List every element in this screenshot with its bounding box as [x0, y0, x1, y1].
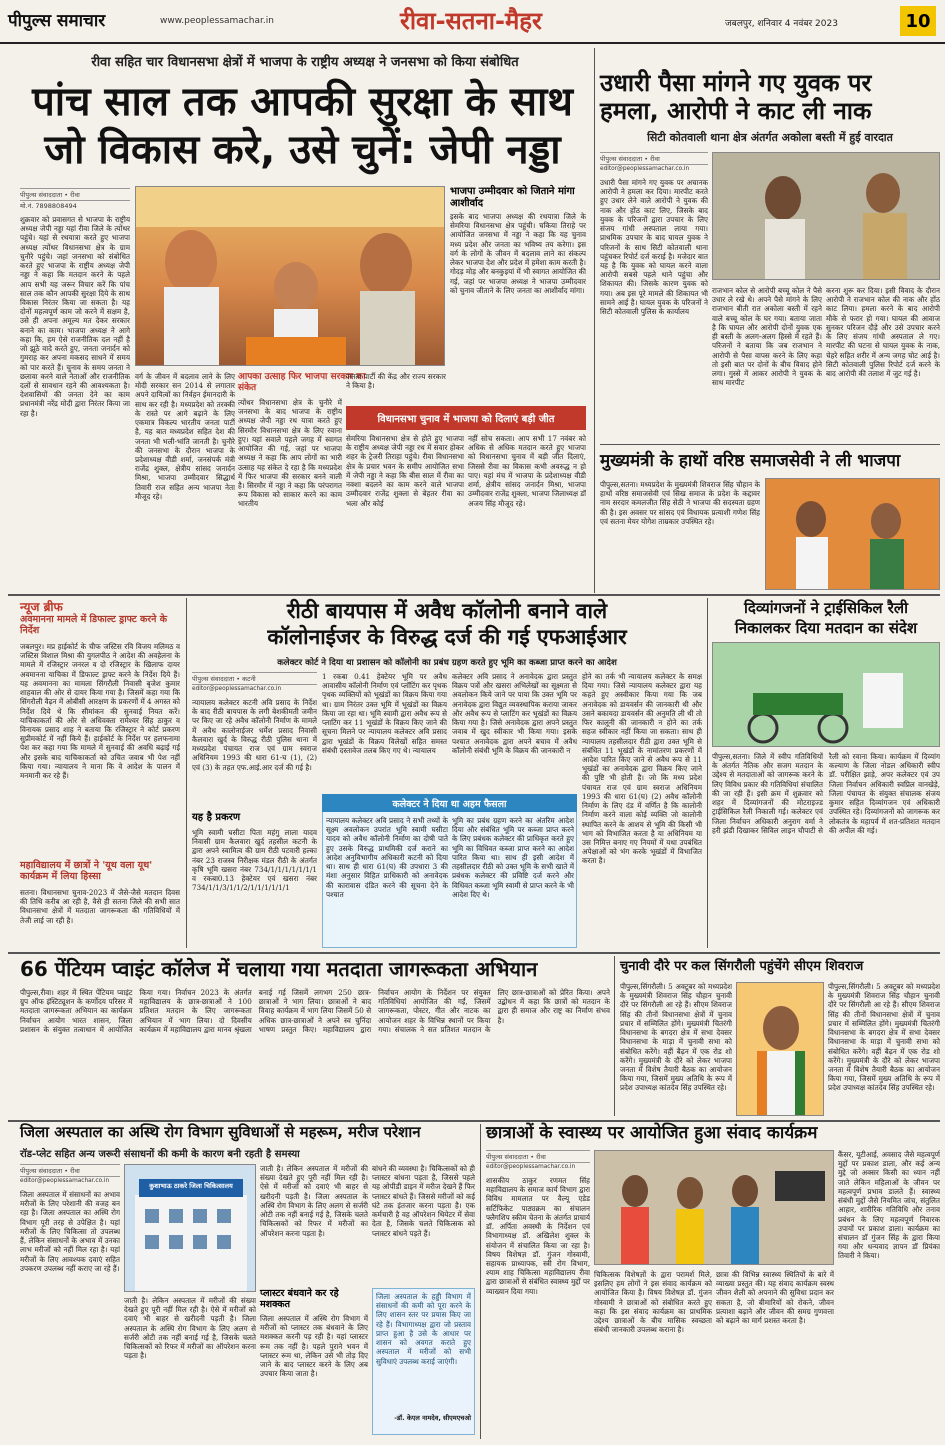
colony-col1: न्यायालय कलेक्टर कटनी अवि प्रसाद के निर्देश के बाद रीठी बायपास के लगी बेशकीमती जमीन पर किए जा रहे अवैध कॉलोनी निर्माण के मामले में अवैध कालोनाईजर धर्मेश प्रसाद निवासी कैलवारा खुर्द के विरुद्ध रीठी पुलिस थाना में मध्यप्रदेश पंचायत राज एवं ग्राम स्वराज अधिनियम 1993 की धारा 61-घ (1), (2) एवं (3) के तहत एफ.आई.आर दर्ज की गई है।: [192, 698, 317, 772]
tricycle-text: पीपुल्स,सतना। जिले में स्वीप गतिविधियों के अंतर्गत नैतिक और सजग मतदान के उद्देश्य से मतदाताओं को जागरूक करने के लिए विविध प्रकार की गतिविधियां संचालित की जा रही हैं। इसी क्रम में शुक्रवार को शहर में दिव्यांगजनों की मोटराइज्ड ट्राईसिकिल रैली निकाली गई। कलेक्टर एवं जिला निर्वाचन अधिकारी अनुराग वर्मा ने हरी झंडी दिखाकर सिविल लाइन चौपाटी से रैली को रवाना किया। कार्यक्रम में दिव्यांग कल्याण के जिला नोडल अधिकारी स्वीप डॉ. परीक्षित झाड़े, अपर कलेक्टर एवं उप जिला निर्वाचन अधिकारी स्वप्निल वानखेड़े, जिला पंचायत के संयुक्त संचालक संजय कुमार सहित दिव्यांगजन एवं अधिकारी उपस्थित रहे। दिव्यांगजनों को जागरूक कर लोकतंत्र के महापर्व में शत-प्रतिशत मतदान की अपील की गई।: [712, 752, 940, 835]
masthead: [0, 0, 945, 44]
lead-col2: वर्ग के जीवन में बदलाव लाने के लिए मोदी सरकार सन 2014 से लगातार अपने दायित्वों का निर्वहन ईमानदारी के साथ कर रही है। मध्यप्रदेश को तरक्की के रास्ते पर आगे बढ़ाने के लिए एकमात्र विकल्प भारतीय जनता पार्टी है, यह बात मध्यप्रदेश सहित देश की जनता भी भली-भांति जानती है। चुनौरे की जनसभा के दौरान भाजपा के प्रदेशाध्यक्ष वीडी शर्मा, जनसंपर्क मंत्री राजेंद्र शुक्ल, क्षेत्रीय सांसद जनार्दन मिश्रा, भाजपा उम्मीदवार सिद्धार्थ तिवारी राज सहित अन्य भाजपा नेता मौजूद रहे।: [135, 372, 235, 501]
colony-col1-subtitle: यह है प्रकरण: [192, 812, 241, 823]
nose-col1: उधारी पैसा मांगने गए युवक पर अचानक आरोपी ने हमला कर दिया। मारपीट करते हुए उधार लेने वाले आरोपी ने युवक की नाक और होंठ काट लिए, जिसके बाद युवक के परिजनों द्वारा उपचार के लिए संजय गांधी अस्पताल लाया गया। प्राथमिक उपचार के बाद घायल युवक ने परिजनों के साथ सिटी कोतवाली थाना पहुंचकर रिपोर्ट दर्ज कराई है। मजेदार बात यह है कि युवक को घायल करने वाला आरोपी सबसे पहले थाने पहुंचा और शिकायत की। जिसके कारण युवक को गया। अब इस पूरे मामले की शिकायत भी सामने आई है। घायल युवक के परिजनों ने सिटी कोतवाली पुलिस के कार्यालय: [600, 178, 708, 317]
hospital-email: editor@peoplessamachar.co.in: [20, 1178, 110, 1184]
lead-inset-title: आपका उत्साह फिर भाजपा सरकार का संकेत: [238, 372, 366, 393]
lead-kicker: रीवा सहित चार विधानसभा क्षेत्रों में भाजपा के राष्ट्रीय अध्यक्ष ने जनसभा को किया संबोधित: [91, 55, 519, 70]
colony-col1-b: भूमि स्वामी घसीटा पिता महंगु लाला यादव निवासी ग्राम कैलवारा खुर्द तहसील कटनी के द्वारा अपने स्वामित्व की ग्राम रीठी पटवारी हल्का नंबर 23 राजस्व निरीक्षक मंडल रीठी के अंतर्गत कृषि भूमि खसरा नंबर 734/1/1/1/1/1/1/1 व रकबा0.13 हेक्टेयर एवं खसरा नंबर 734/1/1/3/1/1/2/1/1/1/1/1/1: [192, 828, 317, 893]
health-col3: छात्रा की विभिन्न स्वास्थ्य स्थितियों के बारे में व्याख्या प्रस्तुत की। यह संवाद कार्यक्रम स्वस्थ जीवन शैली को अपनाने की सुविधा प्रदान कर सकता है, जो बीमारियों को रोकने, जीवन प्रत्याशा बढ़ाने और जीवन की समग्र गुणवत्ता को बढ़ाने का मार्ग प्रशस्त करता है।: [716, 1270, 834, 1326]
hospital-quote-by: -डॉ. केएल नामदेव, सीएमएचओ: [394, 1414, 471, 1422]
colony-email: editor@peoplessamachar.co.in: [192, 686, 282, 692]
shivraj-photo: [736, 982, 824, 1116]
health-email: editor@peoplessamachar.co.in: [486, 1164, 576, 1170]
lead-byline: पीपुल्स संवाददाता • रीवा: [20, 188, 130, 201]
tricycle-photo: [712, 642, 940, 747]
nose-subhead: सिटी कोतवाली थाना क्षेत्र अंतर्गत अकोला बस्ती में हुई वारदात: [647, 131, 893, 144]
divider-college: [614, 956, 615, 1116]
lead-col4: जनता पार्टी की केंद्र और राज्य सरकार ने किया है।: [346, 372, 446, 391]
nose-col3: करना शुरू कर दिया। इसी विवाद के दौरान आरोपी ने राजभान कोल की नाक और होंठ काट लिया। हमला करने के बाद आरोपी मौके से फरार हो गया। घायल की आवाज सुनकर परिजन दौड़े और उसे उपचार करने के लिए संजय गांधी अस्पताल ले गए। मारपीट की घटना से घायल युवक के नाक, चेहरे सहित शरीर में अन्य जगह चोट आई है। सिटी कोतवाली पुलिस रिपोर्ट दर्ज करने के बाद आरोपी की तलाश में जुट गई है।: [826, 286, 940, 378]
colony-box-col1: न्यायालय कलेक्टर अवि प्रसाद ने सभी तथ्यों के सूक्ष्म अवलोकन उपरांत भूमि स्वामी घसीटा यादव को अवैध कॉलोनी निर्माण का दोषी पाते हुए उसके विरुद्ध प्राथमिकी दर्ज कराने का आदेश अनुविभागीय अधिकारी कटनी को दिया था। साथ ही धारा 61(घ) की उपधारा 3 की मंशा अनुसार विहित प्राधिकारी को अनावेदक की कारावास दंडित करने की सूचना देने के पश्चात: [326, 816, 448, 899]
cm-headline: मुख्यमंत्री के हाथों वरिष्ठ समाजसेवी ने ली भाजपा: [600, 451, 901, 471]
lead-headline-line2: जो विकास करे, उसे चुनें: जेपी नड्डा: [44, 127, 561, 173]
college-text: पीपुल्स,रीवा। शहर में स्थित पेंटियम प्वाइंट ग्रुप ऑफ इंस्टिट्यूशन के कर्णोदय परिसर में मतदाता जागरूकता अभियान का कार्यक्रम निर्वाचन आयोग भारत शासन, जिला प्रशासन के संयुक्त तत्वाधान में आयोजित किया गया। निर्वाचन 2023 के अंतर्गत महाविद्यालय के छात्र-छात्राओं ने 100 प्रतिशत मतदान के लिए जागरूकता अभियान में भाग लिया। दो दिवसीय कार्यक्रम में महाविद्यालय द्वारा मानव श्रृंखला बनाई गई जिसमें लगभग 250 छात्र-छात्राओं ने भाग लिया। छात्राओं ने बाद विवाह कार्यक्रम में भाग लिया जिसमें 50 से अधिक छात्र-छात्राओं ने अपने स्व चुनिंदा भाषण प्रस्तुत किए। महाविद्यालय द्वारा निर्वाचन आयोग के निर्देशन पर संयुक्त गतिविधियां आयोजित की गईं, जिसमें जागरूकता, पोस्टर, गीत और नाटक का आयोजन शहर के विभिन्न स्थानों पर किया गया। संचालक ने सत प्रतिशत मतदान के लिए छात्र-छात्राओं को प्रेरित किया। अपने उद्बोधन में कहा कि छात्रों को मतदान के द्वारा ही समाज और राष्ट्र का निर्माण संभव है।: [20, 988, 610, 1034]
lead-mobile: मो.नं. 7898808494: [20, 202, 77, 210]
colony-box-title: कलेक्टर ने दिया था अहम फैसला: [322, 794, 577, 812]
lead-banner: विधानसभा चुनाव में भाजपा को दिलाएं बड़ी जीत: [346, 406, 586, 430]
divider-horizontal-1: [8, 594, 940, 596]
lead-side-text: इसके बाद भाजपा अध्यक्ष की रथयात्रा जिले के सेमरिया विधानसभा क्षेत्र पहुंची। चकिया तिराहे पर आयोजित जनसभा में नड्डा ने कहा कि यह चुनाव मध्य प्रदेश और जनता का भविष्य तय करेगा। इस वर्ग के लोगों के जीवन में बदलाव लाने का संकल्प लेकर भाजपा देश और प्रदेश में हमेशा काम करती है। गोदड़ मोड़ और बनकुइयां में भी स्वागत आयोजित की गई, जहां पर भाजपा अध्यक्ष ने भाजपा उम्मीदवार को चुनाव जीताने के लिए जनता का आशीर्वाद मांगा।: [450, 212, 586, 295]
hospital-col3a: जाती है। लेकिन अस्पताल में मरीजों की संख्या देखते हुए पूरी नहीं मिल रही है। ऐसे में मरीजों को दवाएं भी बाहर से खरीदनी पड़ती है। जिला अस्पताल के अस्थि रोग विभाग के लिए अलग से सर्जरी ओटी तक नहीं बनाई गई है, जिसके चलते चिकित्सकों को रिफर में मरीजों का ऑपरेशन करना पड़ता है।: [260, 1164, 368, 1238]
lead-col1: शुक्रवार को प्रवासगत से भाजपा के राष्ट्रीय अध्यक्ष जेपी नड्डा यहां रीवा जिले के त्योंथर पहुंचे। यहां से रथयात्रा करते हुए भाजपा अध्यक्ष त्योंथर विधानसभा क्षेत्र के ग्राम चुनौरे पहुंचे। जहां जनसभा को संबोधित करते हुए भाजपा के राष्ट्रीय अध्यक्ष जेपी नड्डा ने कहा कि मतदान करने के पहले आप सभी यह जरूर विचार करें कि पांच साल तक कौन आपकी सुरक्षा दिये के साथ विकास निरंतर किया जा सकता है। यह दोनों महत्वपूर्ण काम जो करने में सक्षम है, उसे ही अपना अमूल्य मत देकर सरकार बनाने का काम। भाजपा अध्यक्ष ने आगे कहा कि, हम ऐसे राजनीतिक दल नहीं है जो झूठे वादे करते हुए, जनता जनार्दन को गुमराह कर अपना मकसद साधने में समय को पार करते हैं। चुनाव के समय जनता ने छलावा करने वाले नेताओं और राजनीतिक दलों से सावधान रहने की आवश्यकता है। देशवासियों की जनता देने का काम प्रधानमंत्री नरेंद्र मोदी द्वारा निरंतर किया जा रहा है।: [20, 215, 130, 418]
hospital-subhead: रॉड-प्लेट सहित अन्य जरूरी संसाधनों की कमी के कारण बनी रहती है समस्या: [20, 1149, 300, 1160]
divider-horizontal-2: [8, 952, 940, 954]
cm-photo: [765, 478, 940, 590]
college-headline: 66 पेंटियम प्वाइंट कॉलेज में चलाया गया मतदाता जागरूकता अभियान: [20, 957, 538, 981]
colony-col3: कलेक्टर अवि प्रसाद ने अनावेदक द्वारा प्रस्तुत विक्रय पत्रों और खसरा अभिलेखों का सूक्ष्मता से अवलोकन किये जाने पर पाया कि उक्त भूमि पर अनावेदक द्वारा विद्युत व्यवस्थापिक कराया जाकर और अवैध रूप से प्लाटिंग कर भूखंडों का विक्रय किया गया है। जिसे अनावेदक द्वारा अपने प्रस्तुत जवाब में खुद स्वीकार भी किया गया। इसके पश्चात अनावेदक द्वारा अपने बचाव में अवैध कॉलोनी संबंधी भूमि के विक्रय की जानकारी न: [452, 672, 577, 755]
divider-hospital: [480, 1124, 481, 1439]
lead-banner-col1: सेमरिया विधानसभा क्षेत्र से होते हुए भाजपा के राष्ट्रीय अध्यक्ष जेपी नड्डा रथ में सवार होकर शहर के ट्रेजरी तिराहा पहुंचे। रीवा विधानसभा क्षेत्र के प्रचार भवन के समीप आयोजित सभा में जेपी नड्डा ने कहा कि बीस साल में रीवा का नक्शा बदलने का काम करने वाले भाजपा उम्मीदवार राजेंद्र शुक्ला से बेहतर रीवा का भला और कोई: [346, 434, 464, 508]
health-illustration: [595, 1151, 834, 1265]
brief-title-2: महाविद्यालय में छात्रों ने 'यूथ वला यूथ' कार्यक्रम में लिया हिस्सा: [20, 860, 153, 883]
rally-illustration: [136, 187, 445, 366]
hospital-byline: पीपुल्स संवाददाता • रीवा: [20, 1164, 120, 1177]
brief-label: न्यूज ब्रीफ: [20, 600, 63, 614]
hospital-headline: जिला अस्पताल का अस्थि रोग विभाग सुविधाओं से महरूम, मरीज परेशान: [20, 1123, 421, 1141]
colony-col4: होने का तर्क भी न्यायालय कलेक्टर के समक्ष दिया गया। जिसे न्यायालय कलेक्टर द्वारा यह कहते हुए अस्वीकार किया गया कि जब अनावेदक को डायवर्सन की जानकारी थी और उसने बकायदा डायवर्सन की अनुमति ली थी तो फिर कालूनी की जानकारी न होने का तर्क सहज स्वीकार नहीं किया जा सकता। साथ ही न्यायालय तहसीलदार रीठी द्वारा उक्त भूमि से संबंधित 11 भूखंडों के नामांतरण प्रकरणों में आदेश पारित किए जाने से अवैध रूप से 11 भूखंडों का अनावेदक द्वारा विक्रय किए जाने की पुष्टि भी होती है। जो कि मध्य प्रदेश पंचायत राज एवं ग्राम स्वराज अधिनियम 1993 की धारा 61(घ) (2) अवैध कॉलोनी निर्माण के लिए दंड में वर्णित है कि कालोनी निर्माण करने वाला कोई व्यक्ति जो कालोनी स्थापित करने के आशय से भूमि की किसी भी भाग को विभाजित करता है या अधिनियम या उस निमित्त बनाए गए नियमों में यथा उपबंधित अपेक्षाओं को भंग करके भूखंडों में विभाजित करता है।: [582, 672, 702, 866]
site-url: www.peoplessamachar.in: [160, 16, 274, 26]
nose-email: editor@peoplessamachar.co.in: [600, 166, 690, 172]
nose-col2: राजभान कोल से आरोपी बच्चू कोल ने पैसे उधार ले रखे थे। अपने पैसे मांगने के लिए राजभान बीती रात अकोला बस्ती में रहने वाले बच्चू कोल के घर गया। बताया जाता है कि घायल और आरोपी दोनों युवक एक ही बस्ती के अलग-अलग हिस्से में रहते हैं। परिजनों ने बताया कि जब राजभान ने आरोपी से पैसा वापस करने के लिए कहा तो इसी बात पर दोनों के बीच विवाद होने लगा। गुस्से में आकर आरोपी ने युवक के साथ मारपीट: [712, 286, 822, 388]
hospital-col1: जिला अस्पताल में संसाधनों का अभाव मरीजों के लिए परेशानी की वजह बन रहा है। जिला अस्पताल का अस्थि रोग विभाग पूरी तरह से उपेक्षित है। यहां मरीजों के लिए चिकित्सा तो उपलब्ध हैं, लेकिन संसाधनों के अभाव में उनका लाभ मरीजों को नहीं मिल रहा है। यहां मरीजों के लिए आवश्यक दवाएं सहित उपकरण उपलब्ध नहीं कराए जा रहे हैं।: [20, 1190, 120, 1273]
tricycle-headline-line2: निकालकर दिया मतदान का संदेश: [734, 619, 918, 637]
hospital-col4: बांधने की व्यवस्था है। चिकित्सकों को ही प्लास्टर बांधना पड़ता है, जिससे पहले यह ओपीडी डाइन में मरीज देखने हैं फिर प्लास्टर बांधते हैं। जिससे मरीजों को कई घंटे तक इंतजार करना पड़ता है। एक कर्मचारी है वह ऑपरेशन थियेटर में सेवा देता है, जिसके चलते चिकित्सक को प्लास्टर बांधने पड़ते हैं।: [372, 1164, 475, 1238]
nose-photo: [712, 152, 940, 280]
brief-title-1: अवमानना मामले में डिफाल्ट ड्राफ्ट करने के निर्देश: [20, 614, 168, 637]
hospital-quote-box: [372, 1288, 475, 1435]
shivraj-illustration: [737, 983, 824, 1116]
dateline: जबलपुर, शनिवार 4 नवंबर 2023: [725, 19, 838, 29]
paper-logo: पीपुल्स समाचार: [8, 11, 106, 31]
health-col4: कैंसर, यूटीआई, अवसाद जैसे महत्वपूर्ण मुद्दों पर प्रकाश डाला, और कई अन्य मुद्दे जो अक्सर किसी का ध्यान नहीं जाते लेकिन महिलाओं के जीवन पर महत्वपूर्ण प्रभाव डालते हैं। स्वास्थ्य संबंधी मुद्दों जैसे नियमित जांच, संतुलित आहार, शारीरिक गतिविधि और तनाव प्रबंधन के लिए महत्वपूर्ण निवारक उपायों पर प्रकाश डाला। कार्यक्रम का संचालन डॉ गुंजन सिंह के द्वारा किया गया और धन्यवाद ज्ञापन डॉ प्रियंका तिवारी ने किया।: [838, 1150, 940, 1261]
divider-brief: [186, 598, 187, 948]
tricycle-headline-line1: दिव्यांगजनों ने ट्राईसिकिल रैली: [744, 599, 908, 617]
rally-photo: [135, 186, 445, 366]
divider-colony: [707, 598, 708, 948]
divider-horizontal-3: [8, 1120, 940, 1122]
hospital-quote: जिला अस्पताल के हड्डी विभाग में संसाधनों की कमी को पूरा करने के लिए शासन स्तर पर प्रयास किए जा रहे हैं। विभागाध्यक्ष द्वारा जो प्रस्ताव प्राप्त हुआ है उसे के आधार पर शासन को अवगत कराते हुए अस्पताल में मरीजों को सभी सुविधाएं उपलब्ध कराई जाएंगी।: [376, 1292, 471, 1366]
police-illustration: [713, 153, 940, 280]
hospital-photo: [124, 1164, 256, 1292]
hospital-col3b: जिला अस्पताल में अस्थि रोग विभाग में मरीजों को प्लास्टर तक बंधवाने के लिए मशक्कत करनी पड़ रही है। यहां प्लास्टर रूम तक नहीं है। पहले पुराने भवन में प्लास्टर रूम था, लेकिन उसे भी तोड़ दिए जाने के बाद प्लास्टर करने के लिए अब उपचार किया जाता है।: [260, 1314, 368, 1379]
brief-text-1: जबलपुर। मप्र हाईकोर्ट के चीफ जस्टिस रवि विजय मलिमठ व जस्टिस विशाल मिश्रा की युगलपीठ ने आदेश की अवहेलना के मामले में रजिस्ट्रार जनरल व दो रजिस्ट्रार के खिलाफ दायर अवमानना याचिका में डिफाल्ट ड्राफ्ट करने के निर्देश दिये हैं। यह अवमानना का मामला सिंगरौली निवासी बृजेश कुमार शाहवाल की ओर से दायर किया गया है। जिसमें कहा गया कि सिंगरौली वैढ़न में ओबीसी आरक्षण के प्रकरणों में 4 अगस्त को निर्देश दिये थे कि सीमांकन की सुनवाई नियत करें। याचिकाकर्ता की ओर से अधिवक्ता रामेश्वर सिंह ठाकुर व विनायक प्रसाद शाह ने बताया कि रजिस्ट्रार ने कोर्ट प्रकरण सुप्रीमकोर्ट में नहीं किये हैं। हाईकोर्ट के निर्देश पर हलफनामा पेश कर कहा गया कि मामले में सुनवाई की अवधि बढ़ाई गई और इसके बाद याचिकाकर्ता को उचित जवाब भी पेश नहीं किया गया। न्यायालय ने माना कि वे आदेश के पालन में मनमानी कर रहे हैं।: [20, 642, 180, 781]
shivraj-headline: चुनावी दौरे पर कल सिंगरौली पहुंचेंगे सीएम शिवराज: [620, 959, 864, 974]
shivraj-text-b: पीपुल्स,सिंगरौली। 5 अक्टूबर को मध्यप्रदेश के मुख्यमंत्री शिवराज सिंह चौहान चुनावी दौरे पर सिंगरौली आ रहे हैं। सीएम शिवराज सिंह की तीनों विधानसभा क्षेत्रों में चुनाव प्रचार में सम्मिलित होंगे। मुख्यमंत्री चितरंगी विधानसभा के बगदरा क्षेत्र में सभा देवसर विधानसभा के माड़ा में चुनावी सभा को संबोधित करेंगे। वहीं बैढ़न में एक रोड शो करेंगे। मुख्यमंत्री के दौरे को लेकर भाजपा जनता में विशेष तैयारी बैठक का आयोजन किया गया, जिसमें मुख्य अतिथि के रूप में प्रदेश उपाध्यक्ष कांतदेव सिंह उपस्थित रहे।: [828, 982, 940, 1093]
colony-byline: पीपुल्स संवाददाता • कटनी: [192, 672, 317, 685]
nose-headline-line2: हमला, आरोपी ने काट ली नाक: [600, 97, 872, 125]
colony-box-col2: भूमि का प्रबंध ग्रहण करने का अंतरिम आदेश दिया और संबंधित भूमि पर कब्जा प्राप्त करने के लिए प्रबंधक कलेक्टर की प्राधिकृत करते हुए भूमि का विधिवत कब्जा प्राप्त करने का आदेश पारित किया था। साथ ही इसी आदेश में तहसीलदार रीठी को उक्त भूमि के सभी खाते में प्रबंधक कलेक्टर की प्रविष्टि दर्ज करने और विधिवत कब्जा भूमि स्वामी से प्राप्त करने के भी आदेश दिए थे।: [452, 816, 574, 899]
lead-banner-col2: नहीं सोच सकता। आप सभी 17 नवंबर को अधिक से अधिक मतदान करते हुए भाजपा को विधानसभा चुनाव में बड़ी जीत दिलाएं, जिससे रीवा का विकास कभी अवरुद्ध न हो पाए। यहां मंच में भाजपा के प्रदेशाध्यक्ष वीडी शर्मा, क्षेत्रीय सांसद जनार्दन मिश्रा, भाजपा उम्मीदवार राजेंद्र शुक्ला, भाजपा जिलाध्यक्ष डॉ अजय सिंह मौजूद रहे।: [468, 434, 586, 508]
hospital-col2: जाती है। लेकिन अस्पताल में मरीजों की संख्या देखते हुए पूरी नहीं मिल रही है। ऐसे में मरीजों को दवाएं भी बाहर से खरीदनी पड़ती है। जिला अस्पताल के अस्थि रोग विभाग के लिए अलग से सर्जरी ओटी तक नहीं बनाई गई है, जिसके चलते चिकित्सकों को रिफर में मरीजों का ऑपरेशन करना पड़ता है।: [124, 1296, 256, 1361]
brief-text-2: सतना। विधानसभा चुनाव-2023 में जैसे-जैसे मतदान दिवस की तिथि करीब आ रही है, वैसे ही सतना जिले की सभी सात विधानसभा क्षेत्रों में मतदाता जागरूकता की गतिविधियों में तेजी लाई जा रही है।: [20, 888, 180, 925]
lead-col3: त्योंथर विधानसभा क्षेत्र के चुनौरे में जनसभा के बाद भाजपा के राष्ट्रीय अध्यक्ष जेपी नड्डा रथ यात्रा करते हुए सिरमौर विधानसभा क्षेत्र के लिए रवाना हुए। यहां सवाले पहले जगह में स्वागत आयोजित की गई, जहां पर भाजपा अध्यक्ष ने कहा कि आप लोगों का भारी उत्साह यह संकेत दे रहा है कि मध्यप्रदेश में फिर भाजपा की सरकार बनने वाली है। सिरमौर में नड्डा ने कहा कि परंपरागत रूप विकास को साकार करने का काम भारतीय: [238, 398, 342, 509]
health-col1: शासकीय ठाकुर रणमत सिंह महाविद्यालय के समाज कार्य विभाग द्वारा विविध मामलात पर वैल्यू एडेड सर्टिफिकेट पाठ्यक्रम का संचालन फ्लैगशिप स्कीम चेतना के अंतर्गत प्राचार्य डॉ. अर्पिता अवस्थी के निर्देशन एवं विभागाध्यक्ष डॉ. अखिलेश शुक्ल के संयोजन में संचालित किया जा रहा है। विषय विशेषज्ञ डॉ. गुंजन गोस्वामी, सहायक प्राध्यापक, स्त्री रोग विभाग, श्याम शाह चिकित्सा महाविद्यालय रीवा द्वारा छात्राओं से संबंधित स्वास्थ्य मुद्दों पर व्याख्यान दिया गया।: [486, 1176, 590, 1296]
hospital-subtitle: प्लास्टर बंधवाने कर रहे मशक्कत: [260, 1288, 339, 1311]
lead-side-title: भाजपा उम्मीदवार को जिताने मांगा आशीर्वाद: [450, 186, 575, 209]
health-photo: [594, 1150, 834, 1265]
colony-headline-line1: रीठी बायपास में अवैध कॉलोनी बनाने वाले: [286, 599, 608, 623]
colony-subhead: कलेक्टर कोर्ट ने दिया था प्रशासन को कॉलोनी का प्रबंध ग्रहण करते हुए भूमि का कब्जा प्राप्त करने का आदेश: [277, 658, 617, 668]
tricycle-illustration: [713, 643, 940, 747]
hospital-sign: कुशाभाऊ ठाकरे जिला चिकित्सालय: [149, 1182, 233, 1190]
health-byline: पीपुल्स संवाददाता • रीवा: [486, 1150, 590, 1163]
lead-headline-line1: पांच साल तक आपकी सुरक्षा के साथ: [32, 79, 573, 125]
divider-vertical-top: [594, 48, 595, 593]
section-title: रीवा-सतना-मैहर: [400, 7, 542, 35]
cm-text: पीपुल्स,सतना। मध्यप्रदेश के मुख्यमंत्री शिवराज सिंह चौहान के हाथों वरिष्ठ समाजसेवी एवं सिख समाज के प्रदेश के कद्दावर नाम सरदार कमलजीत सिंह सेठी ने भाजपा की सदस्यता ग्रहण की है। इस अवसर पर सांसद एवं विधायक प्रत्याशी गणेश सिंह एवं सतना मेयर योगेश ताम्रकार उपस्थित रहे।: [600, 480, 760, 526]
divider-nose-cm: [600, 444, 940, 445]
colony-col2: 1 रकबा 0.41 हेक्टेयर भूमि पर अवैध आवासीय कॉलोनी निर्माण एवं प्लॉटिंग कर पृथक पृथक व्यक्तियों को भूखंडों का विक्रय किया गया था। ग्राम निरंतर उक्त भूमि में भूखंडों का विक्रय किया जा रहा था। भूमि स्वामी द्वारा अवैध रूप से प्लाटिंग कर 11 भूखंडों के विक्रय किए जाने की सूचना मिलने पर न्यायालय कलेक्टर अवि प्रसाद द्वारा भूखंडों के विक्रय विलेखों सहित समस्त संबंधी दस्तावेज तलब किए गए थे। न्यायालय: [322, 672, 447, 755]
health-headline: छात्राओं के स्वास्थ्य पर आयोजित हुआ संवाद कार्यक्रम: [486, 1123, 818, 1143]
colony-headline-line2: कॉलोनाईजर के विरुद्ध दर्ज की गई एफआईआर: [267, 625, 627, 649]
page-number: 10: [900, 6, 936, 36]
nose-headline-line1: उधारी पैसा मांगने गए युवक पर: [600, 69, 872, 97]
cm-illustration: [766, 479, 940, 590]
shivraj-text-a: पीपुल्स,सिंगरौली। 5 अक्टूबर को मध्यप्रदेश के मुख्यमंत्री शिवराज सिंह चौहान चुनावी दौरे पर सिंगरौली आ रहे हैं। सीएम शिवराज सिंह की तीनों विधानसभा क्षेत्रों में चुनाव प्रचार में सम्मिलित होंगे। मुख्यमंत्री चितरंगी विधानसभा के बगदरा क्षेत्र में सभा देवसर विधानसभा के माड़ा में चुनावी सभा को संबोधित करेंगे। वहीं बैढ़न में एक रोड शो करेंगे। मुख्यमंत्री के दौरे को लेकर भाजपा जनता में विशेष तैयारी बैठक का आयोजन किया गया, जिसमें मुख्य अतिथि के रूप में प्रदेश उपाध्यक्ष कांतदेव सिंह उपस्थित रहे।: [620, 982, 732, 1093]
health-col2: चिकित्सक विशेषज्ञों के द्वारा परामर्श मिले, इसलिए हम लोगों ने इस संवाद कार्यक्रम को आयोजित किया है। विषय विशेषज्ञ डॉ. गुंजन गोस्वामी ने छात्राओं को संबोधित करते हुए कहा कि इस संवाद कार्यक्रम का प्राथमिक उद्देश्य छात्राओं के बीच मासिक स्वच्छता संबंधी जानकारी उपलब्ध कराना है।: [594, 1270, 712, 1335]
nose-byline: पीपुल्स संवाददाता • रीवा: [600, 152, 708, 165]
